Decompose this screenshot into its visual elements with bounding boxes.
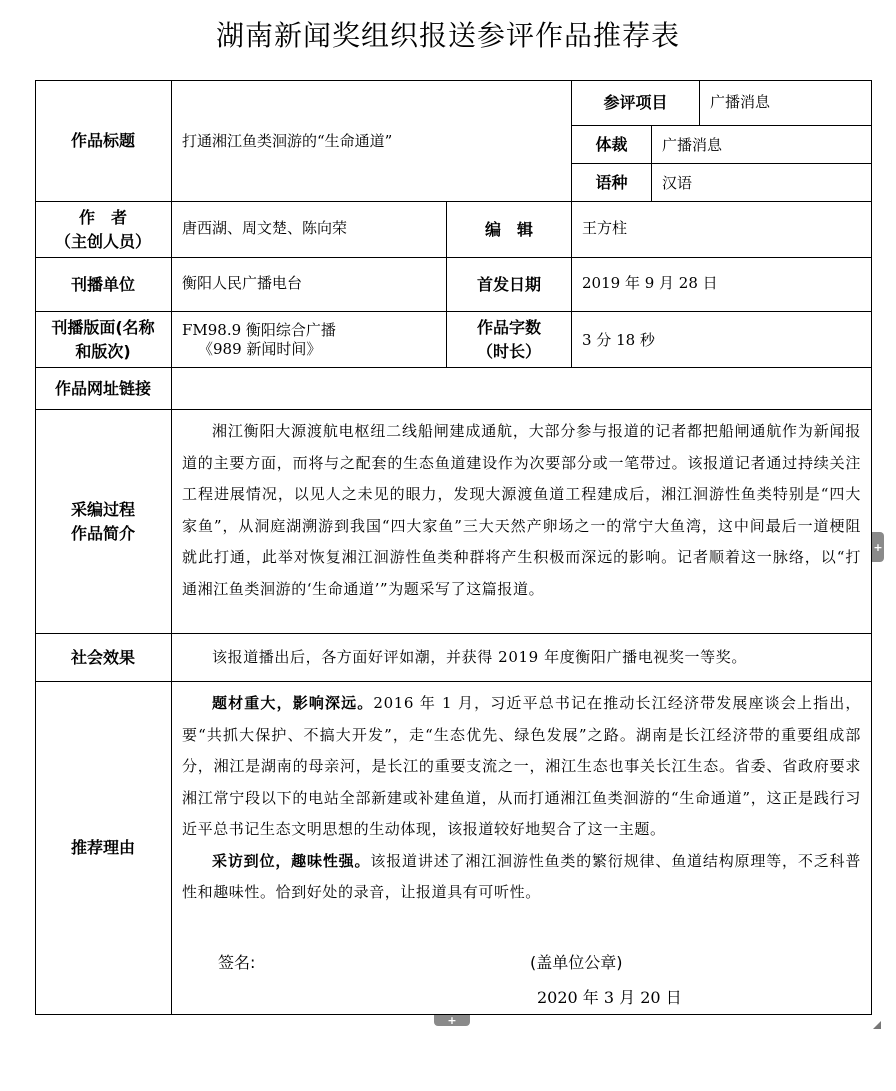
reason-p1-bold: 题材重大，影响深远。 (212, 694, 374, 712)
category-label: 参评项目 (572, 80, 700, 126)
work-title-label: 作品标题 (35, 80, 172, 202)
length-label-line1: 作品字数 (476, 317, 541, 337)
process-label-line1: 采编过程 (70, 499, 135, 519)
edition-value-line2: 《989 新闻时间》 (198, 339, 322, 358)
edition-value-line1: FM98.9 衡阳综合广播 (182, 320, 336, 339)
genre-value: 广播消息 (652, 126, 872, 164)
effect-text-cell (172, 634, 872, 682)
editor-label: 编 辑 (447, 202, 572, 258)
add-row-handle[interactable]: + (434, 1015, 470, 1026)
genre-label: 体裁 (572, 126, 652, 164)
reason-p1-text: 2016 年 1 月，习近平总书记在推动长江经济带发展座谈会上指出，要“共抓大保护、不搞大开发”，走“生态优先、绿色发展”之路。湖南是长江经济带的重要组成部分，湘江是湖南的母亲河，是长江的重要支流之一，湘江生态也事关长江生态。省委、省政府要求湘江常宁段以下的电站全部新建或补建鱼道，从而打通湘江鱼类洄游的“生命通道”，这正是践行习近平总书记生态文明思想的生动体现，该报道较好地契合了这一主题。 (182, 694, 861, 838)
reason-label: 推荐理由 (35, 682, 172, 1015)
language-label: 语种 (572, 164, 652, 202)
signature-label: 签名: (218, 953, 256, 972)
reason-p2-text: 该报道讲述了湘江洄游性鱼类的繁衍规律、鱼道结构原理等，不乏科普性和趣味性。恰到好处的录音，让报道具有可听性。 (182, 851, 861, 901)
author-value: 唐西湖、周文楚、陈向荣 (172, 202, 447, 258)
link-value[interactable] (172, 368, 872, 410)
length-label (447, 312, 572, 368)
length-value: 3 分 18 秒 (572, 312, 872, 368)
language-value: 汉语 (652, 164, 872, 202)
effect-text: 该报道播出后，各方面好评如潮，并获得 2019 年度衡阳广播电视奖一等奖。 (212, 648, 747, 666)
effect-label: 社会效果 (35, 634, 172, 682)
seal-label: (盖单位公章) (530, 953, 623, 972)
table-resize-handle[interactable] (873, 1016, 881, 1024)
form-title: 湖南新闻奖组织报送参评作品推荐表 (215, 19, 680, 52)
edition-label-line1: 刊播版面(名称 (51, 317, 155, 337)
first-publish-date-label: 首发日期 (447, 258, 572, 312)
author-label-line1: 作 者 (78, 207, 127, 227)
publish-unit-label: 刊播单位 (35, 258, 172, 312)
process-text-cell (172, 410, 872, 634)
process-label-line2: 作品简介 (70, 523, 135, 543)
work-title-value: 打通湘江鱼类洄游的“生命通道” (172, 80, 572, 202)
edition-label-line2: 和版次) (75, 341, 131, 361)
reason-text-cell (172, 682, 872, 1015)
publish-unit-value: 衡阳人民广播电台 (172, 258, 447, 312)
length-label-line2: （时长） (476, 341, 541, 361)
add-column-handle[interactable]: + (872, 532, 884, 562)
link-label: 作品网址链接 (35, 368, 172, 410)
first-publish-date-value: 2019 年 9 月 28 日 (572, 258, 872, 312)
edition-label (35, 312, 172, 368)
process-label (35, 410, 172, 634)
category-value: 广播消息 (700, 80, 872, 126)
author-label-line2: （主创人员） (54, 231, 151, 251)
process-text: 湘江衡阳大源渡航电枢纽二线船闸建成通航，大部分参与报道的记者都把船闸通航作为新闻报道的主要方面，而将与之配套的生态鱼道建设作为次要部分或一笔带过。该报道记者通过持续关注工程进展情况，以见人之未见的眼力，发现大源渡鱼道工程建成后，湘江洄游性鱼类特别是“四大家鱼”，从洞庭湖溯游到我国“四大家鱼”三大天然产卵场之一的常宁大鱼湾，这中间最后一道梗阻就此打通，此举对恢复湘江洄游性鱼类种群将产生积极而深远的影响。记者顺着这一脉络，以“打通湘江鱼类洄游的‘生命通道’”为题采写了这篇报道。 (182, 422, 861, 598)
reason-p2-bold: 采访到位，趣味性强。 (212, 851, 371, 870)
sign-date: 2020 年 3 月 20 日 (537, 988, 682, 1007)
reason-paragraph-1 (182, 688, 861, 846)
reason-paragraph-2 (182, 846, 861, 909)
edition-value (172, 312, 447, 368)
editor-value: 王方柱 (572, 202, 872, 258)
author-label (35, 202, 172, 258)
